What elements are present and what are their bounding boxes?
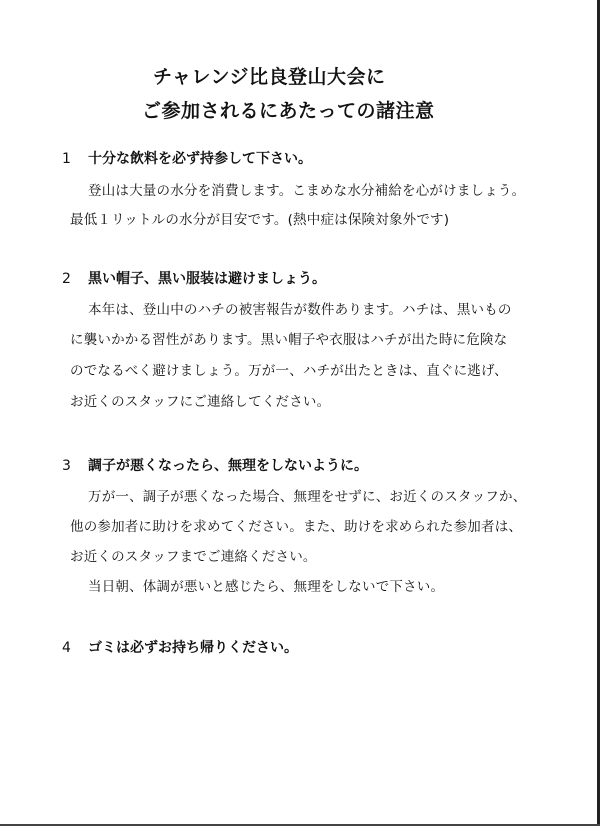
section-2-heading-text: 黒い帽子、黒い服装は避けましょう。 <box>88 271 326 287</box>
section-1-line-1: 登山は大量の水分を消費します。こまめな水分補給を心がけましょう。 <box>88 183 526 199</box>
section-4-heading-text: ゴミは必ずお持ち帰りください。 <box>88 640 298 656</box>
section-3-heading <box>62 455 368 475</box>
section-3-line-1: 万が一、調子が悪くなった場合、無理をせずに、お近くのスタッフか、 <box>88 489 527 505</box>
section-3-line-2: 他の参加者に助けを求めてください。また、助けを求められた参加者は、 <box>70 519 523 535</box>
section-3-heading-text: 調子が悪くなったら、無理をしないように。 <box>88 458 368 474</box>
section-3-line-3: お近くのスタッフまでご連絡ください。 <box>70 549 317 565</box>
section-2-line-3: のでなるべく避けましょう。万が一、ハチが出たときは、直ぐに逃げ、 <box>70 363 508 379</box>
section-2-number: 2 <box>62 271 71 287</box>
section-4-heading <box>62 637 298 657</box>
section-1-line-2: 最低１リットルの水分が目安です。(熱中症は保険対象外です) <box>70 212 450 228</box>
section-3-line-4: 当日朝、体調が悪いと感じたら、無理をしないで下さい。 <box>88 579 445 595</box>
section-2-line-2: に襲いかかる習性があります。黒い帽子や衣服はハチが出た時に危険な <box>70 332 508 348</box>
section-1-heading-text: 十分な飲料を必ず持参して下さい。 <box>88 151 312 167</box>
section-1-heading <box>62 148 312 168</box>
section-2-heading <box>62 268 326 288</box>
section-1-number: 1 <box>62 151 71 167</box>
section-2-line-1: 本年は、登山中のハチの被害報告が数件あります。ハチは、黒いもの <box>88 302 512 318</box>
section-2-line-4: お近くのスタッフにご連絡してください。 <box>70 394 331 410</box>
document-title-line-1: チャレンジ比良登山大会に <box>153 66 386 88</box>
section-4-number: 4 <box>62 640 71 656</box>
section-3-number: 3 <box>62 458 71 474</box>
document-title-line-2: ご参加されるにあたっての諸注意 <box>142 100 435 122</box>
